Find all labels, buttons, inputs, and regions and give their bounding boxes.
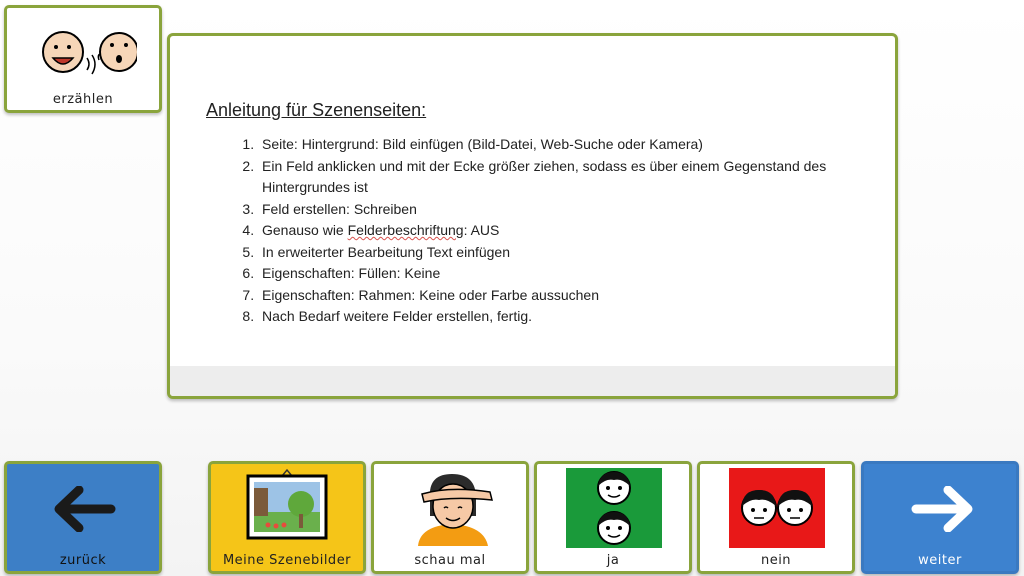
erzaehlen-label: erzählen bbox=[52, 92, 114, 107]
framed-picture-icon bbox=[244, 468, 330, 544]
two-faces-no-icon bbox=[729, 468, 825, 552]
instruction-step: 1. Seite: Hintergrund: Bild einfügen (Bild-Datei, Web-Suche oder Kamera) bbox=[258, 134, 878, 156]
instruction-step bbox=[258, 220, 878, 242]
instruction-step: 3. Feld erstellen: Schreiben bbox=[258, 199, 878, 221]
schau-mal-button[interactable] bbox=[371, 461, 529, 574]
instruction-step: 5. In erweiterter Bearbeitung Text einfügen bbox=[258, 242, 878, 264]
erzaehlen-button[interactable] bbox=[4, 5, 162, 113]
nein-button[interactable] bbox=[697, 461, 855, 574]
step-text: Genauso wie bbox=[262, 222, 348, 238]
next-button[interactable] bbox=[861, 461, 1019, 574]
next-label: weiter bbox=[918, 553, 962, 568]
instruction-step: 2. Ein Feld anklicken und mit der Ecke größer ziehen, sodass es über einem Gegenstand des Hintergrundes ist bbox=[258, 156, 878, 199]
meine-szenebilder-button[interactable] bbox=[208, 461, 366, 574]
document-footer-strip bbox=[170, 366, 895, 396]
arrow-right-icon bbox=[910, 486, 974, 536]
instruction-document bbox=[167, 33, 898, 399]
instruction-list bbox=[230, 134, 878, 328]
arrow-left-icon bbox=[53, 486, 117, 536]
back-label: zurück bbox=[59, 553, 107, 568]
document-title: Anleitung für Szenenseiten: bbox=[206, 100, 427, 120]
spellcheck-word: Felderbeschriftung bbox=[347, 222, 464, 238]
instruction-step: 8. Nach Bedarf weitere Felder erstellen, fertig. bbox=[258, 306, 878, 328]
person-looking-icon bbox=[400, 468, 504, 552]
ja-button[interactable] bbox=[534, 461, 692, 574]
talking-faces-icon bbox=[37, 28, 137, 87]
ja-label: ja bbox=[606, 553, 620, 568]
instruction-step: 7. Eigenschaften: Rahmen: Keine oder Farbe aussuchen bbox=[258, 285, 878, 307]
nein-label: nein bbox=[760, 553, 792, 568]
two-faces-yes-icon bbox=[566, 468, 662, 552]
schau-mal-label: schau mal bbox=[414, 553, 486, 568]
meine-szenebilder-label: Meine Szenebilder bbox=[222, 553, 352, 568]
instruction-step: 6. Eigenschaften: Füllen: Keine bbox=[258, 263, 878, 285]
step-text: : AUS bbox=[463, 222, 500, 238]
back-button[interactable] bbox=[4, 461, 162, 574]
